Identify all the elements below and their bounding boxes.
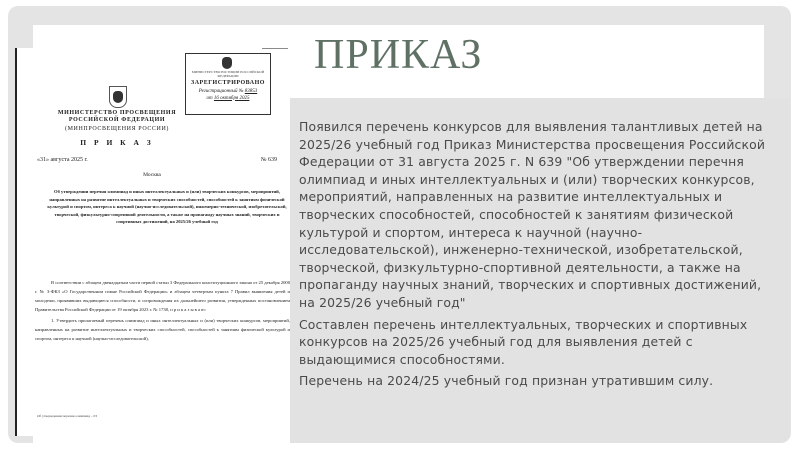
title-divider — [262, 48, 288, 49]
document-body-paragraph: В соответствии с абзацем двенадцатым части первой статьи 3 Федерального конституционного закона от 25 декабря 2000 г. № 3-ФКЗ «О Государственном гимне Российской Федерации» и абзацем четвертым пункта 7 Правил выявления детей и молодежи, проявивших выдающиеся способности, и сопровождения их дальнейшего развития, утвержденных постановлением Правительства Российской Федерации от 19 октября 2023 г. № 1738, п р и к а з ы в а ю: — [35, 280, 290, 312]
stamp-date-line — [186, 96, 270, 102]
body-paragraph-previous-list-void: Перечень на 2024/25 учебный год признан утратившим силу. — [299, 373, 714, 389]
body-paragraph-order-description: Появился перечень конкурсов для выявления талантливых детей на 2025/26 учебный год Приказ Министерства просвещения Российской Федерации от 31 августа 2025 г. N 639 "Об утверждении перечня олимпиад и иных интеллектуальных и (или) творческих конкурсов, мероприятий, направленных на развитие интеллектуальных и творческих способностей, способностей к занятиям физической культурой и спортом, интереса к научной (научно-исследовательской), инженерно-технической, изобретательской, творческой, физкультурно-спортивной деятельности, а также на пропаганду научных знаний, творческих и спортивных достижений, на 2025/26 учебный год" — [299, 119, 766, 310]
slide-title: ПРИКАЗ — [314, 32, 483, 78]
coat-of-arms-icon — [109, 86, 127, 108]
ministry-name-line-1: МИНИСТЕРСТВО ПРОСВЕЩЕНИЯ — [57, 110, 177, 116]
document-title: П Р И К А З — [80, 138, 154, 147]
stamp-registered: ЗАРЕГИСТРИРОВАНО — [191, 80, 265, 87]
stamp-date-label: от — [206, 95, 213, 101]
slide-body — [299, 118, 779, 394]
ministry-name-line-3: (МИНПРОСВЕЩЕНИЯ РОССИИ) — [65, 126, 169, 132]
registration-stamp — [185, 53, 271, 115]
document-body-paragraph: 1. Утвердить прилагаемый перечень олимпиад и иных интеллектуальных и (или) творческих конкурсов, мероприятий, направленных на развитие интеллектуальных и творческих способностей, способностей к занятиям физической культурой и спортом, интереса к научной (научно-исследовательской), — [35, 318, 290, 341]
stamp-emblem-icon — [221, 56, 233, 69]
ministry-name-line-2: РОССИЙСКОЙ ФЕДЕРАЦИИ — [68, 117, 166, 123]
document-scan-image — [15, 48, 289, 436]
stamp-date: 16 октября 2025 — [213, 95, 250, 101]
stamp-header: МИНИСТЕРСТВО ЮСТИЦИИ РОССИЙСКОЙ ФЕДЕРАЦИИ — [191, 70, 265, 79]
document-body — [35, 278, 290, 345]
document-subject: Об утверждении перечня олимпиад и иных интеллектуальных и (или) творческих конкурсов, мероприятий, направленных на развитие интеллектуальных и творческих способностей, способностей к занятиям физической культурой и спортом, интереса к научной (научно-исследовательской), инженерно-технической, изобретательской, творческой, физкультурно-спортивной деятельности, а также на пропаганду научных знаний, творческих и спортивных достижений, на 2025/26 учебный год — [47, 189, 287, 225]
document-number: № 639 — [260, 157, 277, 163]
stamp-reg-number: 83853 — [244, 88, 258, 94]
stamp-reg-number-line — [186, 89, 270, 95]
body-paragraph-list-compiled: Составлен перечень интеллектуальных, творческих и спортивных конкурсов на 2025/26 учебный год для выявления детей с выдающимися способностями. — [299, 316, 748, 367]
document-date-line — [37, 157, 277, 163]
document-city: Москва — [143, 172, 161, 178]
document-date: «31» августа 2025 г. — [37, 157, 88, 163]
document-footer: Об утверждении перечня олимпиад – 03 — [37, 414, 98, 418]
stamp-reg-label: Регистрационный № — [198, 88, 244, 94]
